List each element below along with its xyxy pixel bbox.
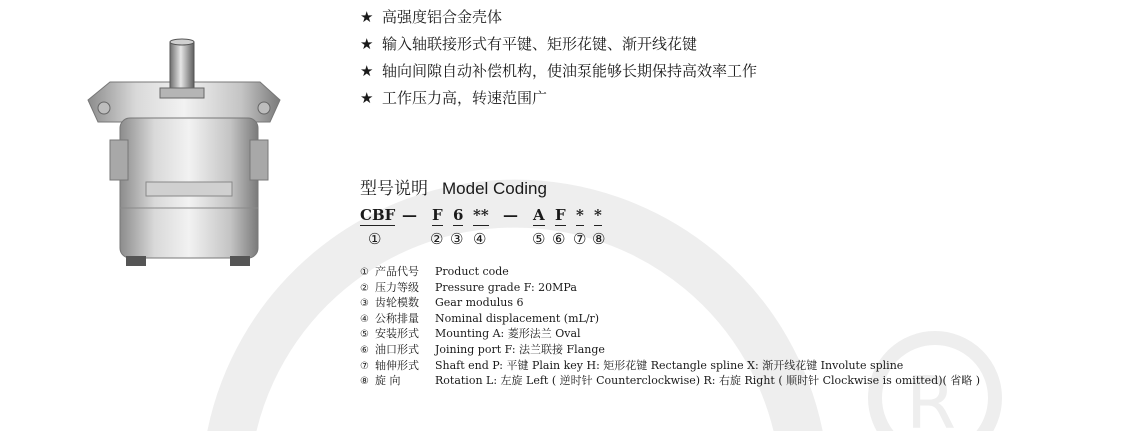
star-icon: ★ [360, 35, 374, 53]
legend-number: ③ [360, 298, 369, 310]
feature-item [360, 58, 757, 85]
legend-item [360, 311, 980, 327]
feature-item [360, 31, 757, 58]
star-icon: ★ [360, 8, 374, 26]
code-separator: — [402, 206, 417, 224]
legend-label-zh: 齿轮模数 [375, 296, 419, 310]
legend-number: ④ [360, 313, 369, 325]
feature-text: 工作压力高，转速范围广 [382, 89, 548, 107]
code-part: F [555, 206, 566, 224]
model-coding-title-en: Model Coding [442, 179, 547, 198]
legend-description: Gear modulus 6 [435, 296, 524, 310]
feature-list [360, 4, 757, 112]
code-part: * [576, 206, 584, 224]
legend-description: Nominal displacement (mL/r) [435, 311, 600, 325]
legend-number: ⑥ [360, 344, 369, 356]
legend-label-zh: 公称排量 [375, 311, 419, 325]
code-number: ⑧ [592, 230, 606, 248]
code-separator: — [503, 206, 518, 224]
legend-label-zh: 油口形式 [375, 342, 419, 356]
legend-item [360, 342, 980, 358]
legend-label-zh: 安装形式 [375, 327, 419, 341]
legend-label-zh: 产品代号 [375, 265, 419, 278]
feature-item [360, 85, 757, 112]
legend-number: ⑤ [360, 329, 369, 341]
legend-description: Product code [435, 265, 509, 278]
code-part: * [594, 206, 602, 224]
feature-item [360, 4, 757, 31]
legend-item [360, 358, 980, 374]
svg-text:R: R [906, 361, 957, 431]
code-number: ③ [450, 230, 464, 248]
model-coding-legend [360, 264, 980, 389]
legend-item [360, 326, 980, 342]
code-number: ① [368, 230, 382, 248]
gear-pump-image [80, 30, 290, 280]
legend-description: Rotation L: 左旋 Left ( 逆时针 Counterclockwise) R: 右旋 Right ( 顺时针 Clockwise is omitted)( 省略 ) [435, 374, 981, 388]
legend-number: ② [360, 282, 369, 294]
legend-description: Pressure grade F: 20MPa [435, 280, 577, 294]
code-number: ② [430, 230, 444, 248]
feature-text: 高强度铝合金壳体 [382, 8, 503, 26]
code-part: CBF [360, 206, 396, 224]
model-coding-title-zh: 型号说明 [360, 179, 428, 199]
legend-number: ⑧ [360, 376, 369, 388]
legend-item [360, 295, 980, 311]
code-number: ⑤ [532, 230, 546, 248]
legend-description: Mounting A: 菱形法兰 Oval [435, 327, 581, 341]
star-icon: ★ [360, 89, 374, 107]
legend-description: Shaft end P: 平键 Plain key H: 矩形花键 Rectangle spline X: 渐开线花键 Involute spline [435, 358, 904, 372]
legend-item [360, 264, 980, 280]
code-part: 6 [453, 206, 464, 224]
code-part: ** [473, 206, 489, 224]
code-part: A [533, 206, 545, 224]
legend-description: Joining port F: 法兰联接 Flange [435, 342, 605, 356]
feature-text: 轴向间隙自动补偿机构，使油泵能够长期保持高效率工作 [382, 62, 758, 80]
legend-label-zh: 轴伸形式 [375, 358, 419, 372]
star-icon: ★ [360, 62, 374, 80]
legend-label-zh: 旋 向 [375, 374, 401, 388]
legend-number: ⑦ [360, 360, 369, 372]
code-number: ⑦ [573, 230, 587, 248]
code-number: ④ [473, 230, 487, 248]
legend-label-zh: 压力等级 [375, 280, 419, 294]
code-part: F [432, 206, 443, 224]
legend-item [360, 373, 980, 389]
feature-text: 输入轴联接形式有平键、矩形花键、渐开线花键 [382, 35, 698, 53]
legend-item [360, 280, 980, 296]
model-coding-title [360, 174, 547, 199]
legend-number: ① [360, 267, 369, 278]
code-number: ⑥ [552, 230, 566, 248]
